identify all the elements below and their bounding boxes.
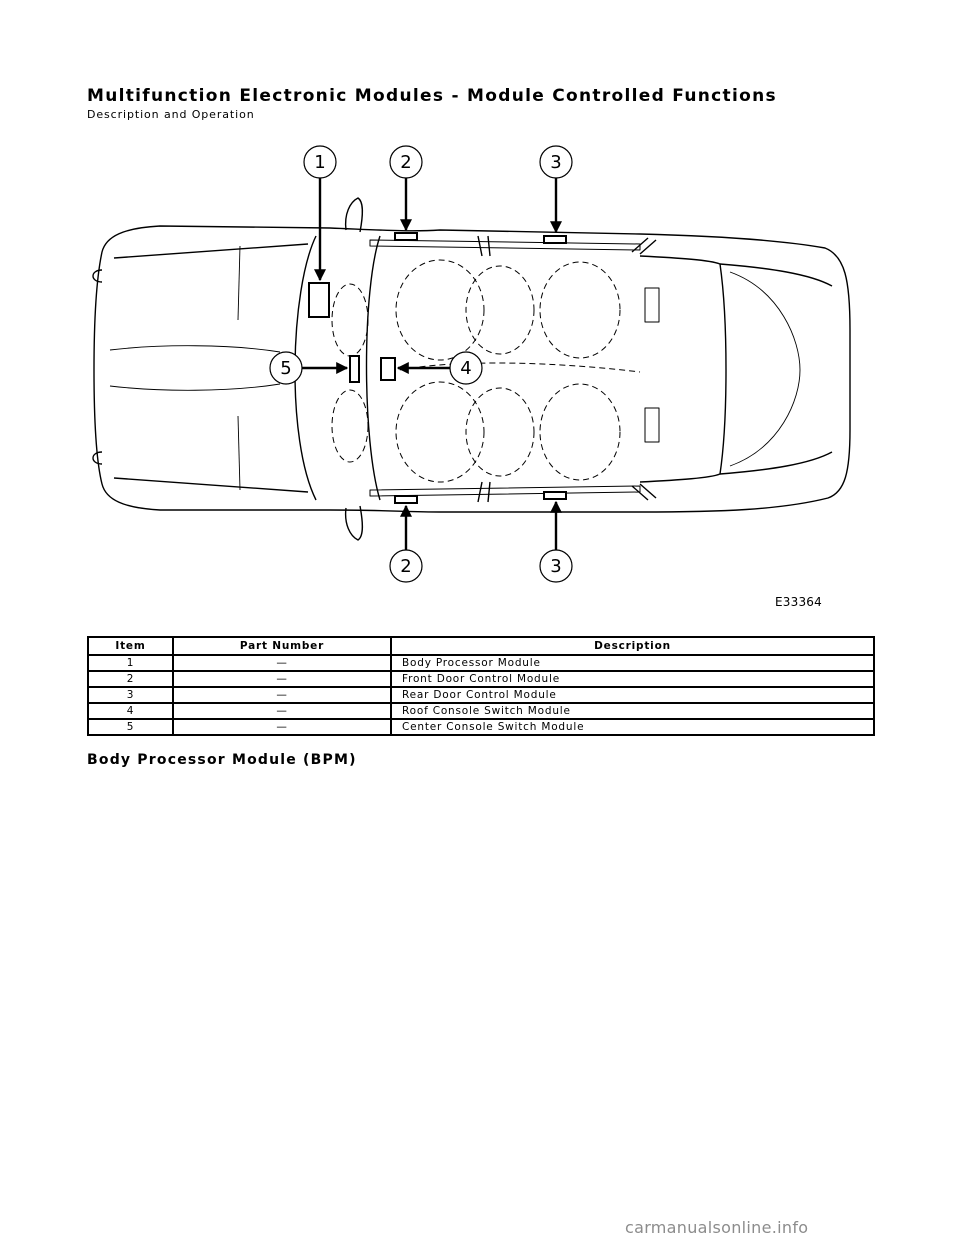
module-marker-3-top [544,236,566,243]
item-cell: 2 [88,671,173,687]
callout-2-top: 2 [400,152,412,173]
module-marker-1 [309,283,329,317]
right-mirror [346,506,363,540]
vehicle-top-view-illustration [80,140,880,620]
part-number-cell: — [173,719,391,735]
site-watermark: carmanualsonline.info [625,1218,809,1237]
part-number-cell: — [173,671,391,687]
module-marker-2-top [395,233,417,240]
table-row [88,687,874,703]
section-heading-bpm: Body Processor Module (BPM) [87,752,357,768]
module-marker-5 [350,356,359,382]
callout-3-top: 3 [550,152,562,173]
column-header-description: Description [391,637,874,655]
description-cell: Body Processor Module [391,655,874,671]
description-cell: Center Console Switch Module [391,719,874,735]
description-cell: Rear Door Control Module [391,687,874,703]
table-row [88,655,874,671]
callout-3-bottom: 3 [550,556,562,577]
callout-4: 4 [460,358,472,379]
column-header-part-number: Part Number [173,637,391,655]
table-header-row [88,637,874,655]
description-cell: Front Door Control Module [391,671,874,687]
module-marker-2-bottom [395,496,417,503]
description-cell: Roof Console Switch Module [391,703,874,719]
part-number-cell: — [173,655,391,671]
part-number-cell: — [173,703,391,719]
page-title: Multifunction Electronic Modules - Module Controlled Functions [87,86,777,106]
parts-table [87,636,875,736]
callout-1: 1 [314,152,326,173]
table-row [88,671,874,687]
callout-5: 5 [280,358,292,379]
table-row [88,719,874,735]
vehicle-module-location-diagram [80,140,880,620]
module-marker-4 [381,358,395,380]
figure-id-label: E33364 [775,595,822,609]
column-header-item: Item [88,637,173,655]
item-cell: 4 [88,703,173,719]
item-cell: 3 [88,687,173,703]
item-cell: 1 [88,655,173,671]
table-row [88,703,874,719]
page-subtitle: Description and Operation [87,108,255,121]
part-number-cell: — [173,687,391,703]
left-mirror [346,198,363,232]
module-marker-3-bottom [544,492,566,499]
callout-2-bottom: 2 [400,556,412,577]
item-cell: 5 [88,719,173,735]
